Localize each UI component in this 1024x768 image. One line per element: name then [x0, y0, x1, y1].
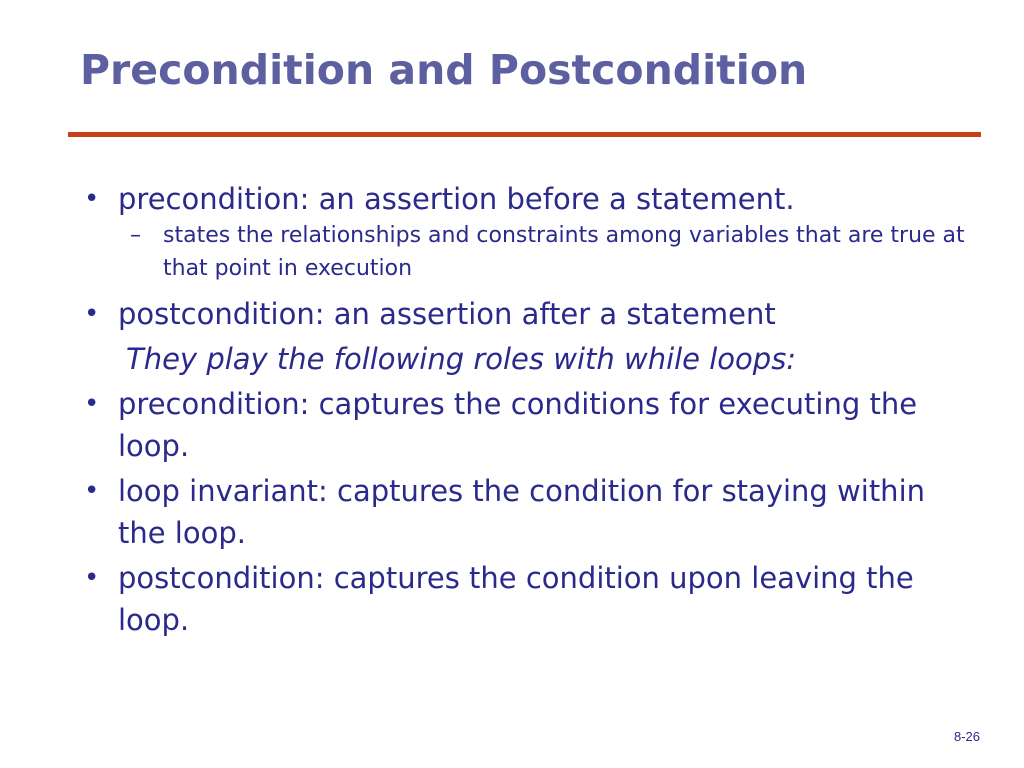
page-number: 8-26 [953, 729, 980, 744]
bullet-text: loop invariant: captures the condition for staying within the loop. [118, 474, 926, 550]
bullet-item [80, 557, 980, 641]
bullet-icon: • [84, 299, 100, 329]
bullet-icon: • [84, 184, 100, 214]
slide-title: Precondition and Postcondition [80, 46, 808, 94]
title-divider [68, 132, 981, 137]
slide-content [80, 178, 980, 644]
bullet-item [80, 470, 980, 554]
bullet-item [80, 383, 980, 467]
bullet-text: postcondition: an assertion after a statement [118, 297, 776, 331]
italic-note: They play the following roles with while loops: [126, 342, 797, 376]
bullet-icon: • [84, 563, 100, 593]
bullet-icon: • [84, 389, 100, 419]
dash-icon: – [130, 223, 141, 248]
bullet-text: precondition: an assertion before a statement. [118, 182, 795, 216]
bullet-icon: • [84, 476, 100, 506]
bullet-text: precondition: captures the conditions for executing the loop. [118, 387, 918, 463]
bullet-item [80, 293, 980, 335]
sub-bullet-text: states the relationships and constraints among variables that are true at that point in execution [163, 223, 965, 281]
sub-bullet-item [80, 219, 980, 285]
bullet-text: postcondition: captures the condition upon leaving the loop. [118, 561, 914, 637]
bullet-item [80, 178, 980, 220]
